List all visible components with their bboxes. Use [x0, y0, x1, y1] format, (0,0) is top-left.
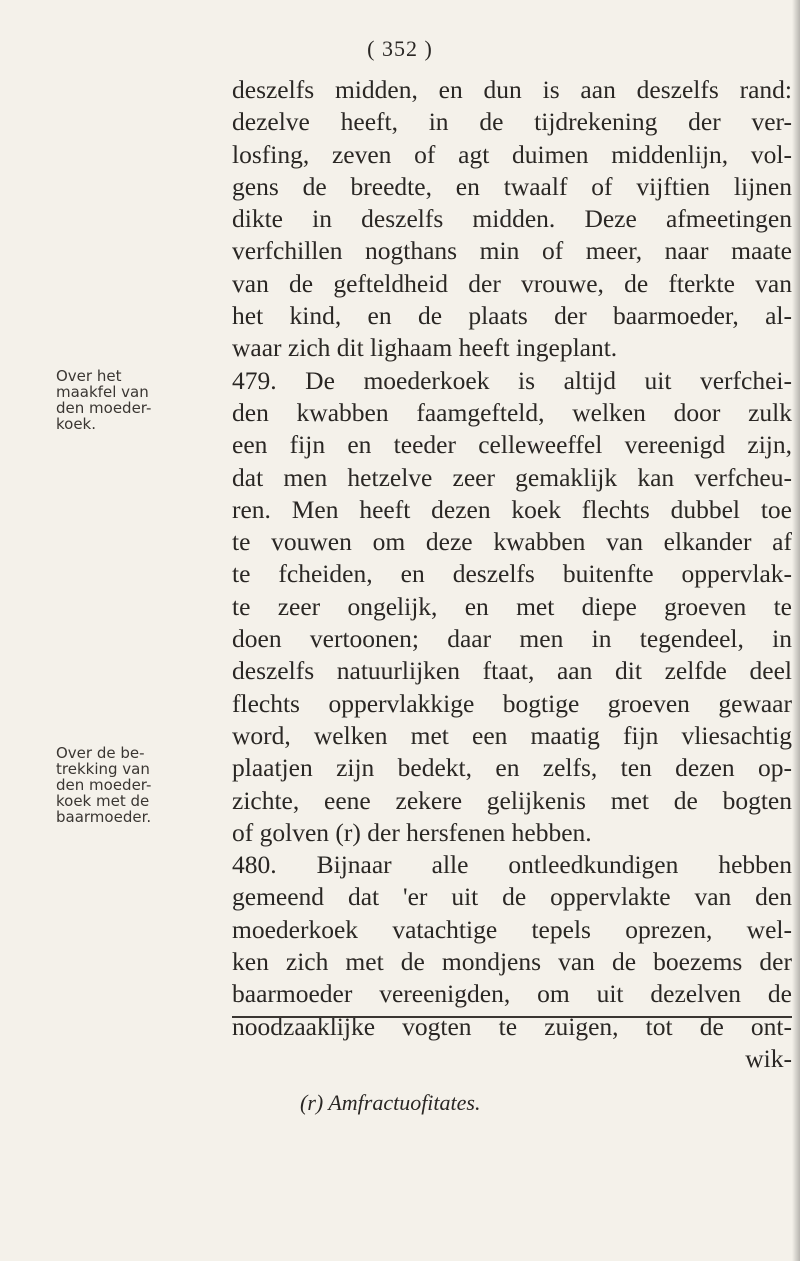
text-line: het kind, en de plaats der baarmoeder, al-	[232, 301, 792, 331]
margin-note-line: Over het	[56, 367, 122, 385]
text-line: doen vertoonen; daar men in tegendeel, in	[232, 624, 792, 654]
text-line: 479. De moederkoek is altijd uit verfchei-	[232, 365, 792, 395]
margin-note-line: Over de be-	[56, 744, 145, 762]
text-line: te vouwen om deze kwabben van elkander af	[232, 527, 792, 557]
margin-note-line: koek met de	[56, 792, 150, 810]
margin-note-placenta-uterus	[56, 745, 234, 825]
text-line: flechts oppervlakkige bogtige groeven gewaar	[232, 688, 792, 718]
margin-note-line: den moeder-	[56, 399, 152, 417]
text-line: te fcheiden, en deszelfs buitenfte oppervlak-	[232, 559, 792, 589]
catchword: wik-	[745, 1043, 792, 1073]
text-line: gemeend dat 'er uit de oppervlakte van den	[232, 882, 792, 912]
text-line: waar zich dit lighaam heeft ingeplant.	[232, 333, 618, 363]
footnote-rule	[232, 1016, 792, 1018]
body-text	[232, 74, 792, 1075]
text-line: dikte in deszelfs midden. Deze afmeetingen	[232, 204, 792, 234]
text-line: van de gefteldheid der vrouwe, de fterkte van	[232, 268, 792, 298]
margin-note-line: baarmoeder.	[56, 808, 152, 826]
text-line: deszelfs natuurlijken ftaat, aan dit zelfde deel	[232, 656, 792, 686]
page-number: ( 352 )	[367, 36, 433, 61]
text-line: te zeer ongelijk, en met diepe groeven te	[232, 591, 792, 621]
margin-note-line: trekking van	[56, 760, 150, 778]
text-line: verfchillen nogthans min of meer, naar maate	[232, 236, 792, 266]
margin-note-line: den moeder-	[56, 776, 152, 794]
text-line: een fijn en teeder celleweeffel vereenigd zijn,	[232, 430, 792, 460]
text-line: ken zich met de mondjens van de boezems der	[232, 947, 792, 977]
text-line: deszelfs midden, en dun is aan deszelfs rand:	[232, 75, 792, 104]
page-edge-shadow	[792, 0, 800, 1261]
text-line: zichte, eene zekere gelijkenis met de bogten	[232, 785, 792, 815]
text-line: noodzaaklijke vogten te zuigen, tot de ont-	[232, 1011, 792, 1041]
text-line: ren. Men heeft dezen koek flechts dubbel toe	[232, 494, 792, 524]
text-line: den kwabben faamgefteld, welken door zulk	[232, 397, 792, 427]
text-line: dezelve heeft, in de tijdrekening der ver-	[232, 107, 792, 137]
text-line: of golven (r) der hersfenen hebben.	[232, 817, 592, 847]
text-line: word, welken met een maatig fijn vliesachtig	[232, 720, 792, 750]
text-line: dat men hetzelve zeer gemaklijk kan verfcheu-	[232, 462, 792, 492]
margin-note-line: koek.	[56, 415, 97, 433]
text-line: plaatjen zijn bedekt, en zelfs, ten dezen op-	[232, 753, 792, 783]
text-line: gens de breedte, en twaalf of vijftien lijnen	[232, 171, 792, 201]
text-line: losfing, zeven of agt duimen middenlijn, vol-	[232, 139, 792, 169]
text-line: moederkoek vatachtige tepels oprezen, wel-	[232, 914, 792, 944]
text-line: 480. Bijnaar alle ontleedkundigen hebben	[232, 850, 792, 880]
margin-note-line: maakfel van	[56, 383, 149, 401]
text-line: baarmoeder vereenigden, om uit dezelven de	[232, 979, 792, 1009]
footnote: (r) Amfractuofitates.	[300, 1090, 481, 1115]
margin-note-placenta-structure	[56, 368, 234, 432]
